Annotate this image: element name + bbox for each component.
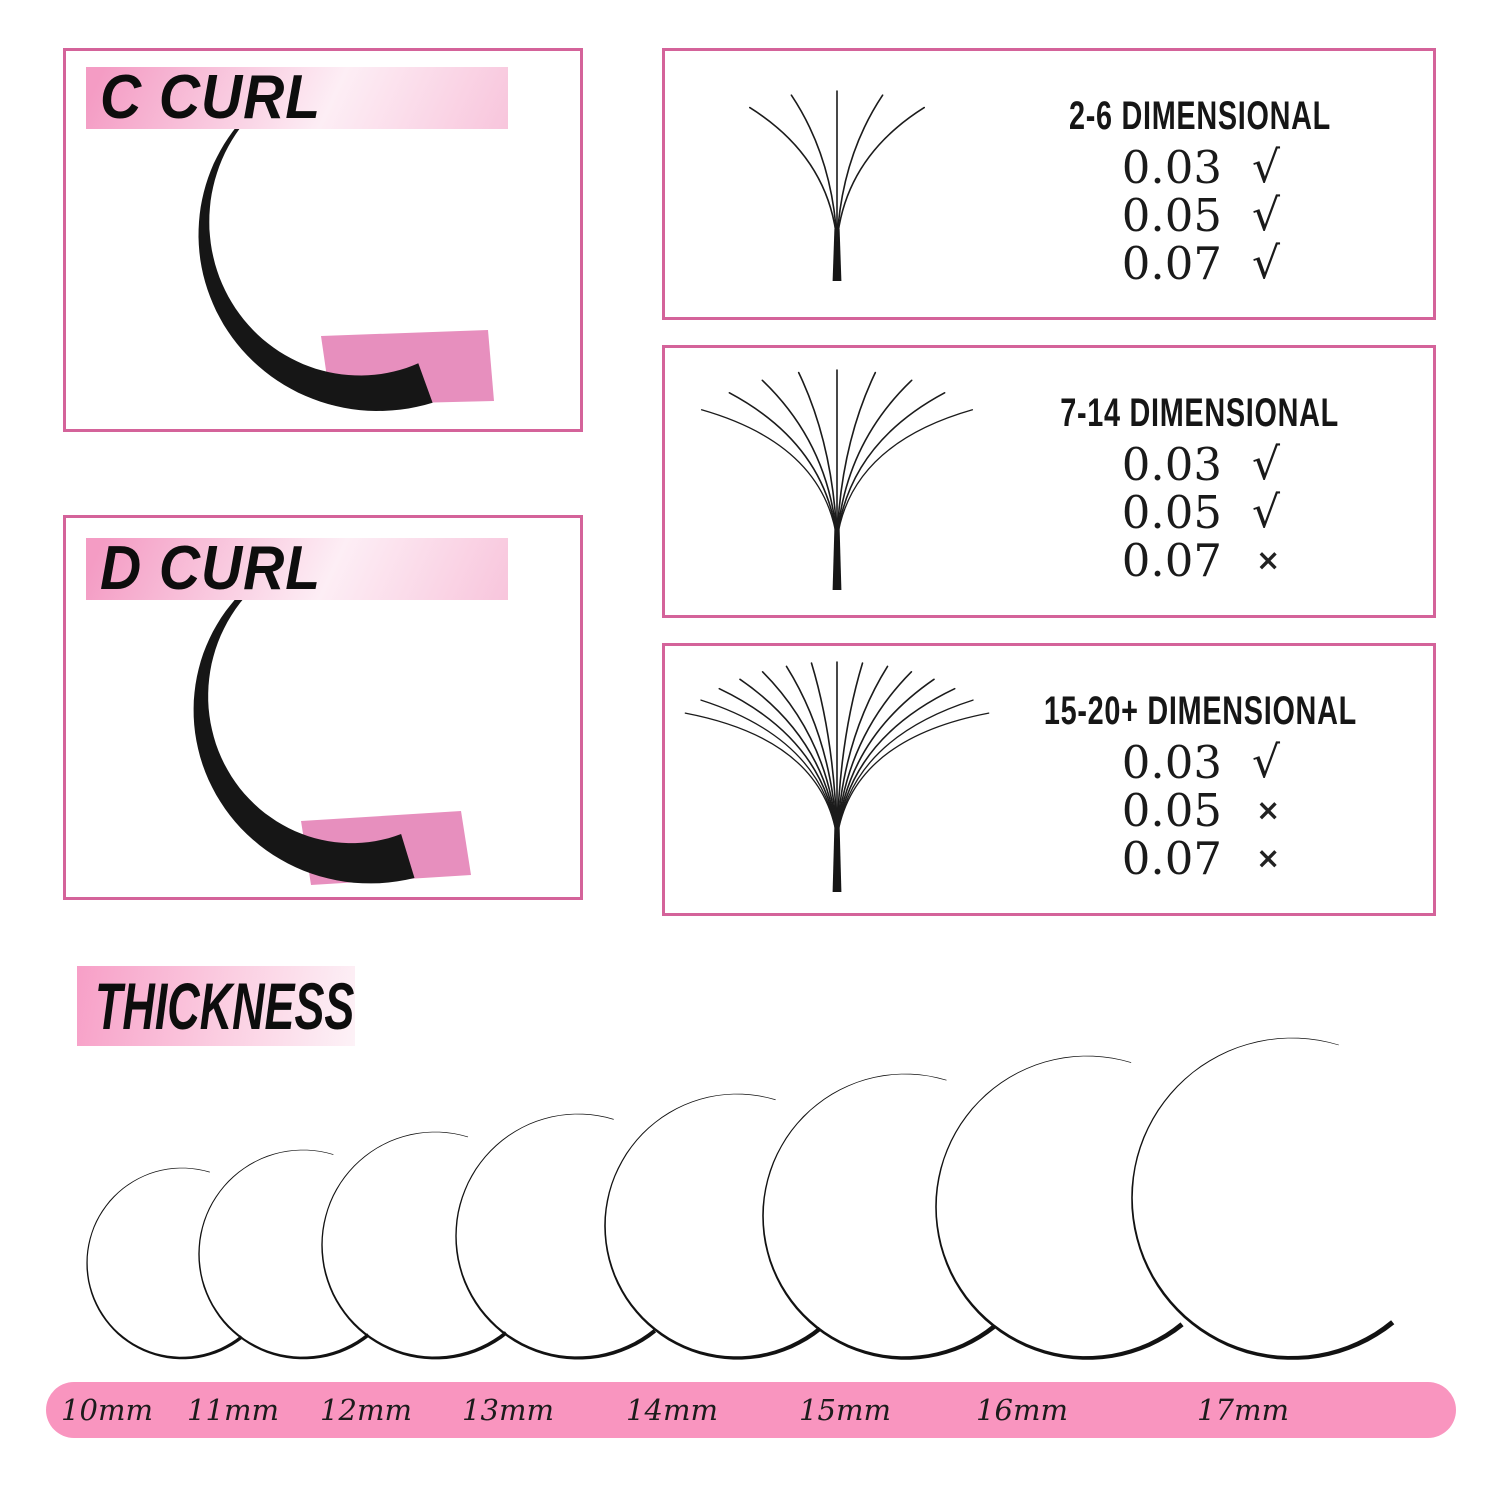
thickness-value: 0.07 bbox=[1121, 832, 1222, 885]
length-label: 13mm bbox=[462, 1393, 554, 1427]
thickness-option-row bbox=[1094, 534, 1306, 587]
thickness-option-row bbox=[1094, 736, 1306, 789]
dimensional-title: 7-14 DIMENSIONAL bbox=[1060, 391, 1340, 435]
dimensional-text-7-14 bbox=[995, 386, 1405, 587]
thickness-lash bbox=[1131, 1038, 1394, 1360]
fan-lash bbox=[837, 95, 883, 241]
thickness-lash bbox=[86, 1168, 243, 1360]
availability-mark: √ bbox=[1252, 189, 1281, 241]
dimensional-text-2-6 bbox=[995, 89, 1405, 290]
fan-lash bbox=[791, 95, 837, 241]
availability-mark: × bbox=[1256, 841, 1281, 875]
thickness-heading: THICKNESS bbox=[95, 969, 355, 1043]
c-curl-tag bbox=[86, 63, 508, 132]
thickness-option-row bbox=[1094, 486, 1306, 539]
dimensional-text-15-20 bbox=[995, 684, 1405, 885]
thickness-value: 0.03 bbox=[1121, 141, 1222, 194]
thickness-option-row bbox=[1094, 237, 1306, 290]
thickness-lash bbox=[455, 1114, 656, 1360]
thickness-lash bbox=[198, 1150, 369, 1360]
c-curl-label: C CURL bbox=[100, 63, 321, 132]
d-curl-label: D CURL bbox=[100, 534, 321, 603]
length-label: 14mm bbox=[626, 1393, 718, 1427]
availability-mark: √ bbox=[1252, 141, 1281, 193]
thickness-option-row bbox=[1094, 438, 1306, 491]
thickness-value: 0.05 bbox=[1121, 486, 1222, 539]
availability-mark: √ bbox=[1252, 237, 1281, 289]
dimensional-title: 2-6 DIMENSIONAL bbox=[1068, 94, 1332, 138]
thickness-value: 0.03 bbox=[1121, 438, 1222, 491]
fan-lash bbox=[762, 380, 837, 540]
availability-mark: √ bbox=[1252, 486, 1281, 538]
length-label: 10mm bbox=[61, 1393, 153, 1427]
thickness-value: 0.05 bbox=[1121, 784, 1222, 837]
thickness-option-row bbox=[1094, 141, 1306, 194]
dimensional-title: 15-20+ DIMENSIONAL bbox=[1043, 689, 1357, 733]
thickness-lash-row bbox=[0, 1000, 1500, 1380]
length-label: 15mm bbox=[799, 1393, 891, 1427]
fan-lash bbox=[837, 108, 924, 241]
d-curl-box bbox=[63, 515, 583, 900]
d-curl-tag bbox=[86, 534, 508, 603]
fan-lash bbox=[837, 380, 912, 540]
thickness-option-row bbox=[1094, 832, 1306, 885]
length-label: 11mm bbox=[187, 1393, 279, 1427]
fan-lash bbox=[750, 108, 837, 241]
thickness-value: 0.03 bbox=[1121, 736, 1222, 789]
length-label: 12mm bbox=[320, 1393, 412, 1427]
dimensional-box-7-14 bbox=[662, 345, 1436, 618]
availability-mark: √ bbox=[1252, 736, 1281, 788]
length-label: 17mm bbox=[1197, 1393, 1289, 1427]
thickness-value: 0.05 bbox=[1121, 189, 1222, 242]
dimensional-box-15-20 bbox=[662, 643, 1436, 916]
c-curl-box bbox=[63, 48, 583, 432]
thickness-option-row bbox=[1094, 189, 1306, 242]
thickness-option-row bbox=[1094, 784, 1306, 837]
dimensional-box-2-6 bbox=[662, 48, 1436, 320]
length-banner bbox=[46, 1382, 1456, 1438]
thickness-value: 0.07 bbox=[1121, 237, 1222, 290]
fan-lash bbox=[837, 700, 973, 838]
thickness-lash bbox=[762, 1074, 996, 1360]
fan-lash bbox=[763, 672, 837, 838]
thickness-lash bbox=[321, 1132, 507, 1360]
availability-mark: × bbox=[1256, 543, 1281, 577]
thickness-lash bbox=[935, 1056, 1183, 1360]
fan-lash bbox=[701, 700, 837, 838]
availability-mark: √ bbox=[1252, 438, 1281, 490]
thickness-value: 0.07 bbox=[1121, 534, 1222, 587]
fan-lash bbox=[837, 672, 911, 838]
length-label: 16mm bbox=[976, 1393, 1068, 1427]
availability-mark: × bbox=[1256, 793, 1281, 827]
